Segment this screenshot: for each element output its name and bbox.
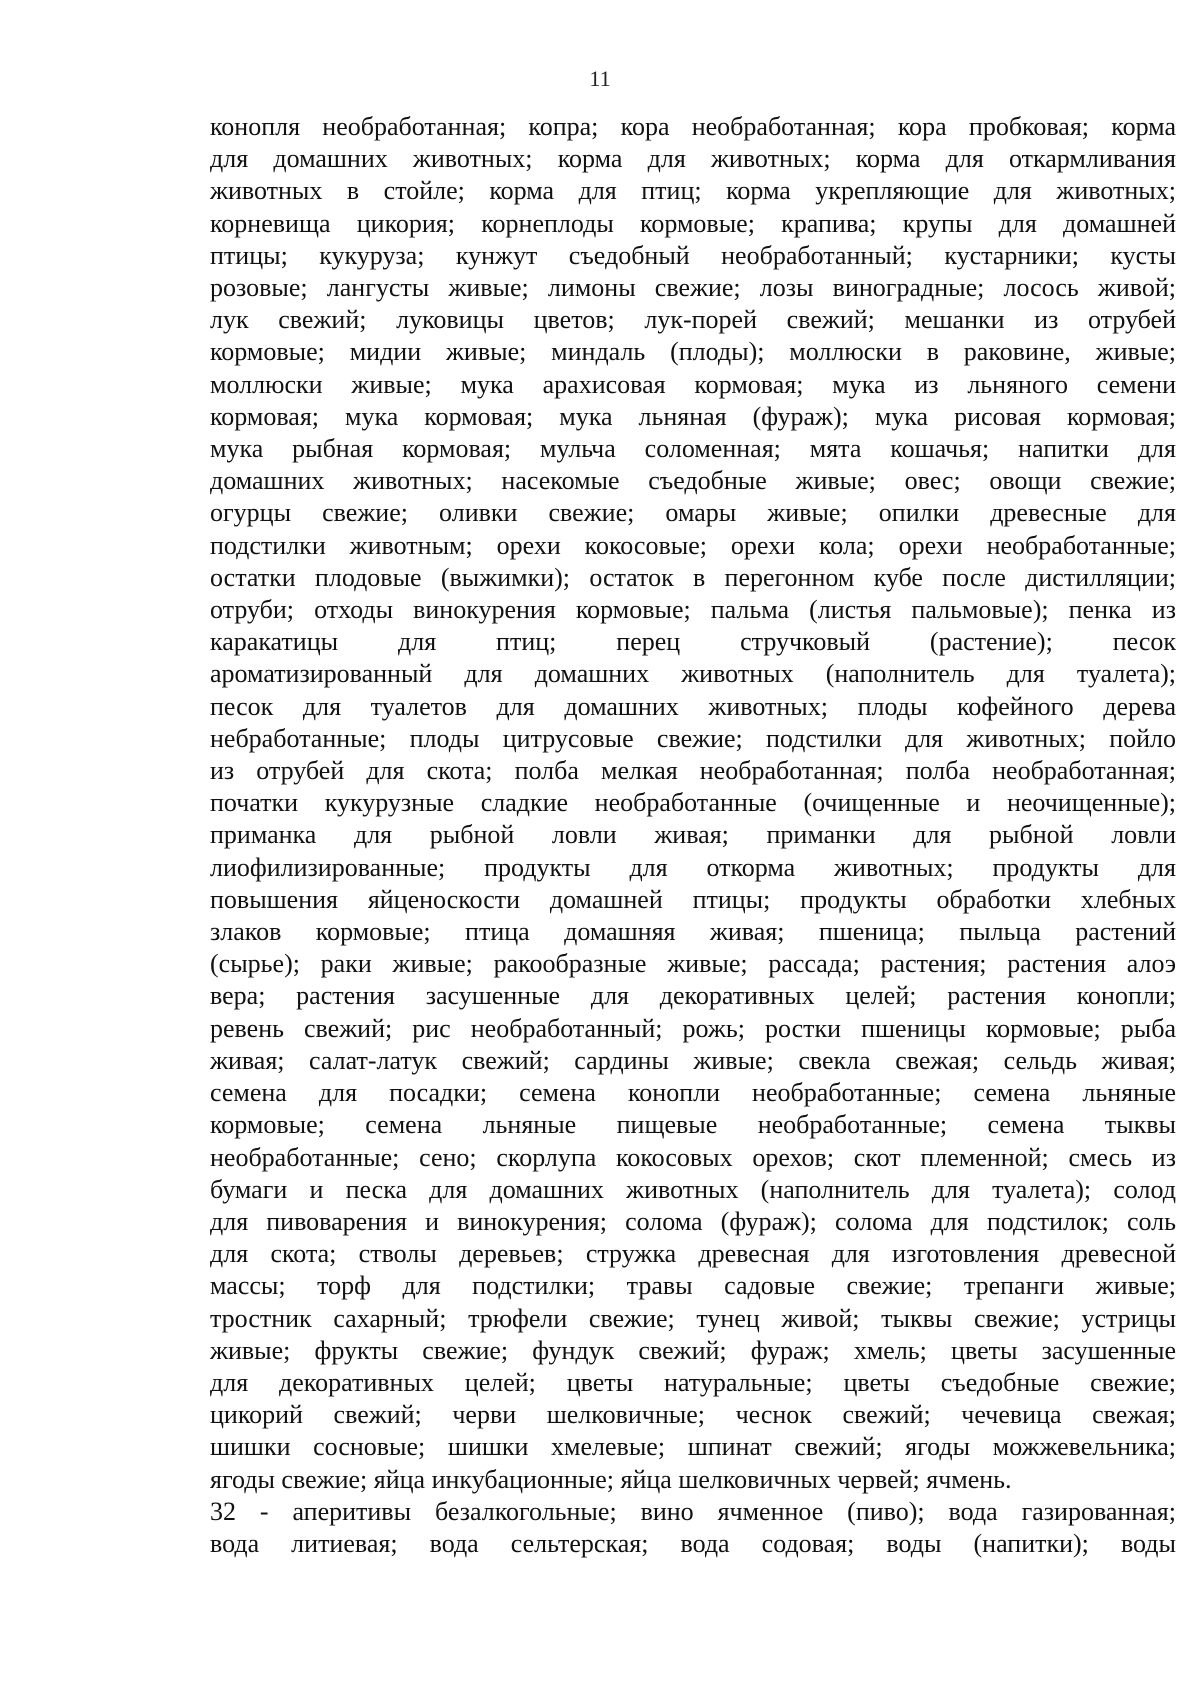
text-line: остатки плодовые (выжимки); остаток в перегонном кубе после дистилляции; [210, 562, 1176, 592]
page-number: 11 [589, 66, 611, 91]
text-line: кормовая; мука кормовая; мука льняная (фураж); мука рисовая кормовая; [210, 401, 1176, 431]
text-line: кормовые; семена льняные пищевые необработанные; семена тыквы [210, 1110, 1176, 1140]
text-line: для пивоварения и винокурения; солома (фураж); солома для подстилок; соль [210, 1206, 1176, 1236]
text-line: небработанные; плоды цитрусовые свежие; подстилки для животных; пойло [210, 723, 1176, 753]
text-line: огурцы свежие; оливки свежие; омары живые; опилки древесные для [210, 498, 1176, 528]
text-line: из отрубей для скота; полба мелкая необработанная; полба необработанная; [210, 756, 1176, 786]
text-line: злаков кормовые; птица домашняя живая; пшеница; пыльца растений [210, 917, 1176, 947]
text-line: для скота; стволы деревьев; стружка древесная для изготовления древесной [210, 1239, 1176, 1269]
text-line: животных в стойле; корма для птиц; корма укрепляющие для животных; [210, 176, 1176, 206]
text-line: для декоративных целей; цветы натуральные; цветы съедобные свежие; [210, 1367, 1176, 1397]
text-line: шишки сосновые; шишки хмелевые; шпинат свежий; ягоды можжевельника; [210, 1432, 1176, 1462]
text-line: необработанные; сено; скорлупа кокосовых орехов; скот племенной; смесь из [210, 1142, 1176, 1172]
text-line: повышения яйценоскости домашней птицы; продукты обработки хлебных [210, 884, 1176, 914]
text-line: вера; растения засушенные для декоративных целей; растения конопли; [210, 981, 1176, 1011]
text-line: приманка для рыбной ловли живая; приманки для рыбной ловли [210, 820, 1176, 850]
text-line: массы; торф для подстилки; травы садовые свежие; трепанги живые; [210, 1271, 1176, 1301]
text-line: початки кукурузные сладкие необработанные (очищенные и неочищенные); [210, 788, 1176, 818]
text-line: живые; фрукты свежие; фундук свежий; фураж; хмель; цветы засушенные [210, 1335, 1176, 1365]
text-line: 32 - аперитивы безалкогольные; вино ячменное (пиво); вода газированная; [210, 1496, 1176, 1526]
text-line: тростник сахарный; трюфели свежие; тунец живой; тыквы свежие; устрицы [210, 1303, 1176, 1333]
text-line: ароматизированный для домашних животных (наполнитель для туалета); [210, 659, 1176, 689]
text-line: отруби; отходы винокурения кормовые; пальма (листья пальмовые); пенка из [210, 595, 1176, 625]
text-line: корневища цикория; корнеплоды кормовые; крапива; крупы для домашней [210, 208, 1176, 238]
text-line: (сырье); раки живые; ракообразные живые; рассада; растения; растения алоэ [210, 949, 1176, 979]
text-line: конопля необработанная; копра; кора необработанная; кора пробковая; корма [210, 112, 1176, 141]
text-line: для домашних животных; корма для животных; корма для откармливания [210, 144, 1176, 174]
text-line: цикорий свежий; черви шелковичные; чеснок свежий; чечевица свежая; [210, 1400, 1176, 1430]
text-line: песок для туалетов для домашних животных; плоды кофейного дерева [210, 691, 1176, 721]
paragraph-class-32 [210, 1496, 1176, 1560]
document-body [210, 111, 1176, 1560]
text-line: моллюски живые; мука арахисовая кормовая; мука из льняного семени [210, 369, 1176, 399]
text-line: ревень свежий; рис необработанный; рожь; ростки пшеницы кормовые; рыба [210, 1013, 1176, 1043]
text-line: лук свежий; луковицы цветов; лук-порей свежий; мешанки из отрубей [210, 305, 1176, 335]
text-line: лиофилизированные; продукты для откорма животных; продукты для [210, 852, 1176, 882]
text-line: ягоды свежие; яйца инкубационные; яйца шелковичных червей; ячмень. [210, 1464, 1012, 1494]
text-line: вода литиевая; вода сельтерская; вода содовая; воды (напитки); воды [210, 1528, 1176, 1558]
text-line: бумаги и песка для домашних животных (наполнитель для туалета); солод [210, 1174, 1176, 1204]
text-line: каракатицы для птиц; перец стручковый (растение); песок [210, 627, 1176, 657]
text-line: птицы; кукуруза; кунжут съедобный необработанный; кустарники; кусты [210, 240, 1176, 270]
text-line: розовые; лангусты живые; лимоны свежие; лозы виноградные; лосось живой; [210, 273, 1176, 303]
text-line: семена для посадки; семена конопли необработанные; семена льняные [210, 1078, 1176, 1108]
text-line: домашних животных; насекомые съедобные живые; овес; овощи свежие; [210, 466, 1176, 496]
text-line: живая; салат-латук свежий; сардины живые; свекла свежая; сельдь живая; [210, 1045, 1176, 1075]
text-line: мука рыбная кормовая; мульча соломенная; мята кошачья; напитки для [210, 434, 1176, 464]
paragraph-class-31-continued [210, 111, 1176, 1496]
text-line: подстилки животным; орехи кокосовые; орехи кола; орехи необработанные; [210, 530, 1176, 560]
text-line: кормовые; мидии живые; миндаль (плоды); моллюски в раковине, живые; [210, 337, 1176, 367]
